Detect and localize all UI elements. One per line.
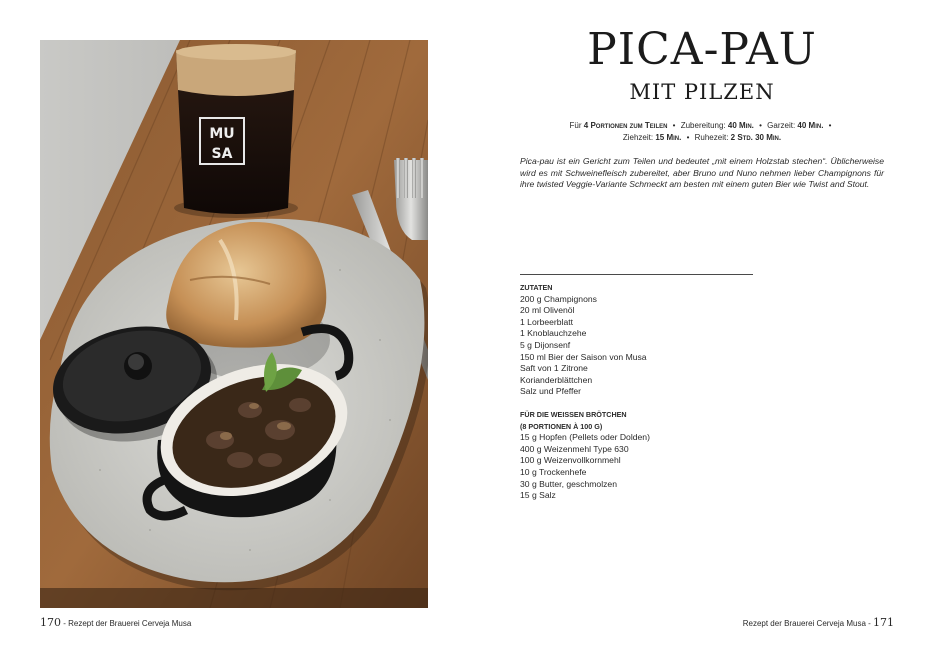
roll-ingredient-item: 15 g Hopfen (Pellets oder Dolden) — [520, 432, 650, 443]
roll-ingredient-item: 100 g Weizenvollkornmehl — [520, 455, 621, 466]
meta-line-2 — [520, 132, 884, 144]
ingredients-list — [520, 294, 760, 398]
rolls-heading: FÜR DIE WEISSEN BRÖTCHEN — [520, 409, 627, 419]
separator-dot: • — [759, 121, 762, 130]
footer-left-text: - Rezept der Brauerei Cerveja Musa — [61, 619, 192, 628]
ingredient-item: 1 Lorbeerblatt — [520, 316, 574, 327]
separator-dot: • — [672, 121, 676, 130]
recipe-title: PICA-PAU — [587, 24, 817, 75]
separator-dot: • — [828, 121, 832, 130]
roll-ingredient-item: 400 g Weizenmehl Type 630 — [520, 443, 629, 454]
ingredient-item: Salz und Pfeffer — [520, 386, 581, 397]
portions-suffix: Portionen zum Teilen — [590, 121, 668, 130]
footer-right-text: Rezept der Brauerei Cerveja Musa - — [742, 619, 873, 628]
page-number-right: 171 — [873, 616, 894, 629]
page-number-left: 170 — [40, 616, 61, 629]
ingredients-heading: ZUTATEN — [520, 283, 553, 292]
cook-label: Garzeit: — [767, 121, 796, 130]
draw-value: 15 Min. — [655, 133, 682, 142]
prep-label: Zubereitung: — [680, 121, 726, 130]
roll-ingredient-item: 15 g Salz — [520, 490, 556, 501]
recipe-meta — [520, 120, 884, 144]
glass-logo-line1: MU — [209, 126, 235, 142]
recipe-photo — [40, 40, 428, 608]
ingredients-section — [520, 282, 760, 502]
footer-right — [743, 617, 894, 630]
portions-label: Für — [569, 121, 582, 130]
rest-label: Ruhezeit: — [694, 133, 729, 142]
rolls-list — [520, 432, 760, 502]
recipe-subtitle: MIT PILZEN — [629, 80, 775, 104]
ingredient-item: Saft von 1 Zitrone — [520, 363, 588, 374]
ingredient-item: 200 g Champignons — [520, 293, 597, 304]
rest-value: 2 Std. 30 Min. — [730, 133, 782, 142]
portions-value: 4 — [583, 121, 589, 130]
ingredient-item: 150 ml Bier der Saison von Musa — [520, 351, 647, 362]
prep-value: 40 Min. — [727, 121, 754, 130]
meta-line-1 — [520, 120, 884, 132]
cook-value: 40 Min. — [797, 121, 824, 130]
footer-left — [40, 617, 191, 630]
separator-dot: • — [686, 133, 690, 142]
roll-ingredient-item: 30 g Butter, geschmolzen — [520, 478, 617, 489]
draw-label: Ziehzeit: — [622, 133, 654, 142]
rolls-subheading: (8 PORTIONEN À 100 G) — [520, 421, 603, 431]
beer-glass — [174, 44, 298, 218]
ingredient-item: 1 Knoblauchzehe — [520, 328, 587, 339]
glass-logo-line2: SA — [211, 146, 233, 162]
recipe-intro: Pica-pau ist ein Gericht zum Teilen und bedeutet „mit einem Holzstab stechen“. Üblicherweise wird es mit Schweinefleisch zubereitet, aber Bruno und Nuno nehmen lieber Champignons für ihre twisted Veggie-Variante Schmeckt am besten mit einem guten Bier wie Twist and Stout. — [520, 156, 884, 190]
ingredient-item: 20 ml Olivenöl — [520, 305, 575, 316]
ingredient-item: Korianderblättchen — [520, 374, 593, 385]
roll-ingredient-item: 10 g Trockenhefe — [520, 466, 587, 477]
food-illustration — [40, 40, 428, 608]
section-divider — [520, 274, 753, 275]
ingredient-item: 5 g Dijonsenf — [520, 339, 571, 350]
